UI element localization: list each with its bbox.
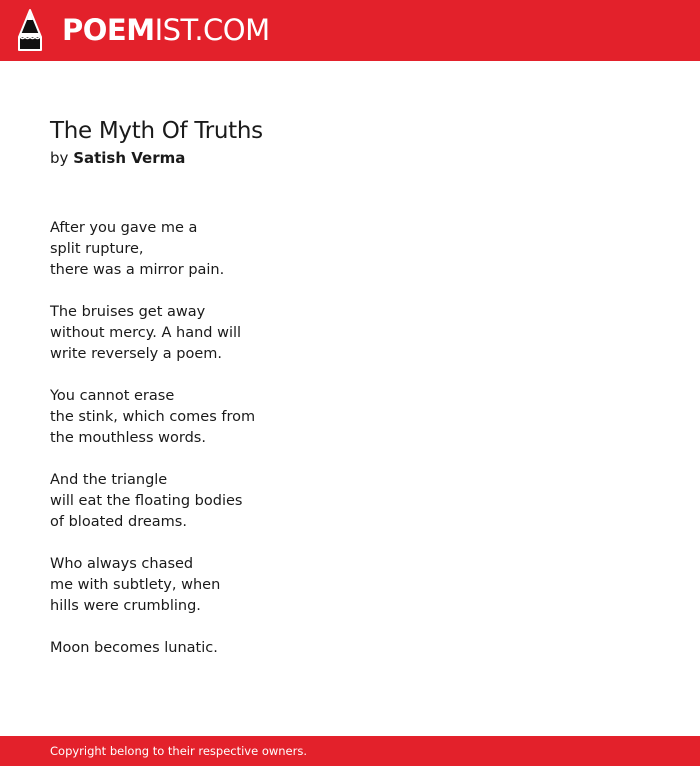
- stanza: [50, 638, 650, 659]
- poem-line: will eat the floating bodies: [50, 493, 243, 509]
- poem-line: split rupture,: [50, 241, 144, 257]
- stanza: [50, 302, 650, 365]
- poem-line: After you gave me a: [50, 220, 198, 236]
- poem-line: me with subtlety, when: [50, 577, 221, 593]
- stanza: [50, 386, 650, 449]
- poem-line: Who always chased: [50, 556, 194, 572]
- poem-line: there was a mirror pain.: [50, 262, 225, 278]
- stanza: [50, 470, 650, 533]
- by-label: by: [50, 149, 69, 167]
- poem-line: The bruises get away: [50, 304, 206, 320]
- stanza: [50, 554, 650, 617]
- copyright-notice: Copyright belong to their respective owners.: [50, 744, 308, 758]
- poem-content: [50, 116, 650, 680]
- poem-line: without mercy. A hand will: [50, 325, 242, 341]
- poem-body: [50, 218, 650, 659]
- byline: [50, 147, 650, 169]
- pencil-tip-icon: [17, 9, 43, 52]
- poem-line: Moon becomes lunatic.: [50, 640, 218, 656]
- poem-line: And the triangle: [50, 472, 168, 488]
- poem-line: of bloated dreams.: [50, 514, 187, 530]
- author-name[interactable]: Satish Verma: [73, 149, 186, 167]
- poem-line: hills were crumbling.: [50, 598, 201, 614]
- site-logo-text: [62, 12, 270, 48]
- site-footer: [0, 736, 700, 766]
- poem-line: the mouthless words.: [50, 430, 206, 446]
- stanza: [50, 218, 650, 281]
- poem-line: the stink, which comes from: [50, 409, 256, 425]
- poem-line: write reversely a poem.: [50, 346, 223, 362]
- logo-text-bold: POEM: [62, 13, 155, 47]
- site-header: [0, 0, 700, 61]
- poem-line: You cannot erase: [50, 388, 175, 404]
- poem-title: The Myth Of Truths: [50, 118, 263, 144]
- logo-text-light: IST.COM: [154, 13, 270, 47]
